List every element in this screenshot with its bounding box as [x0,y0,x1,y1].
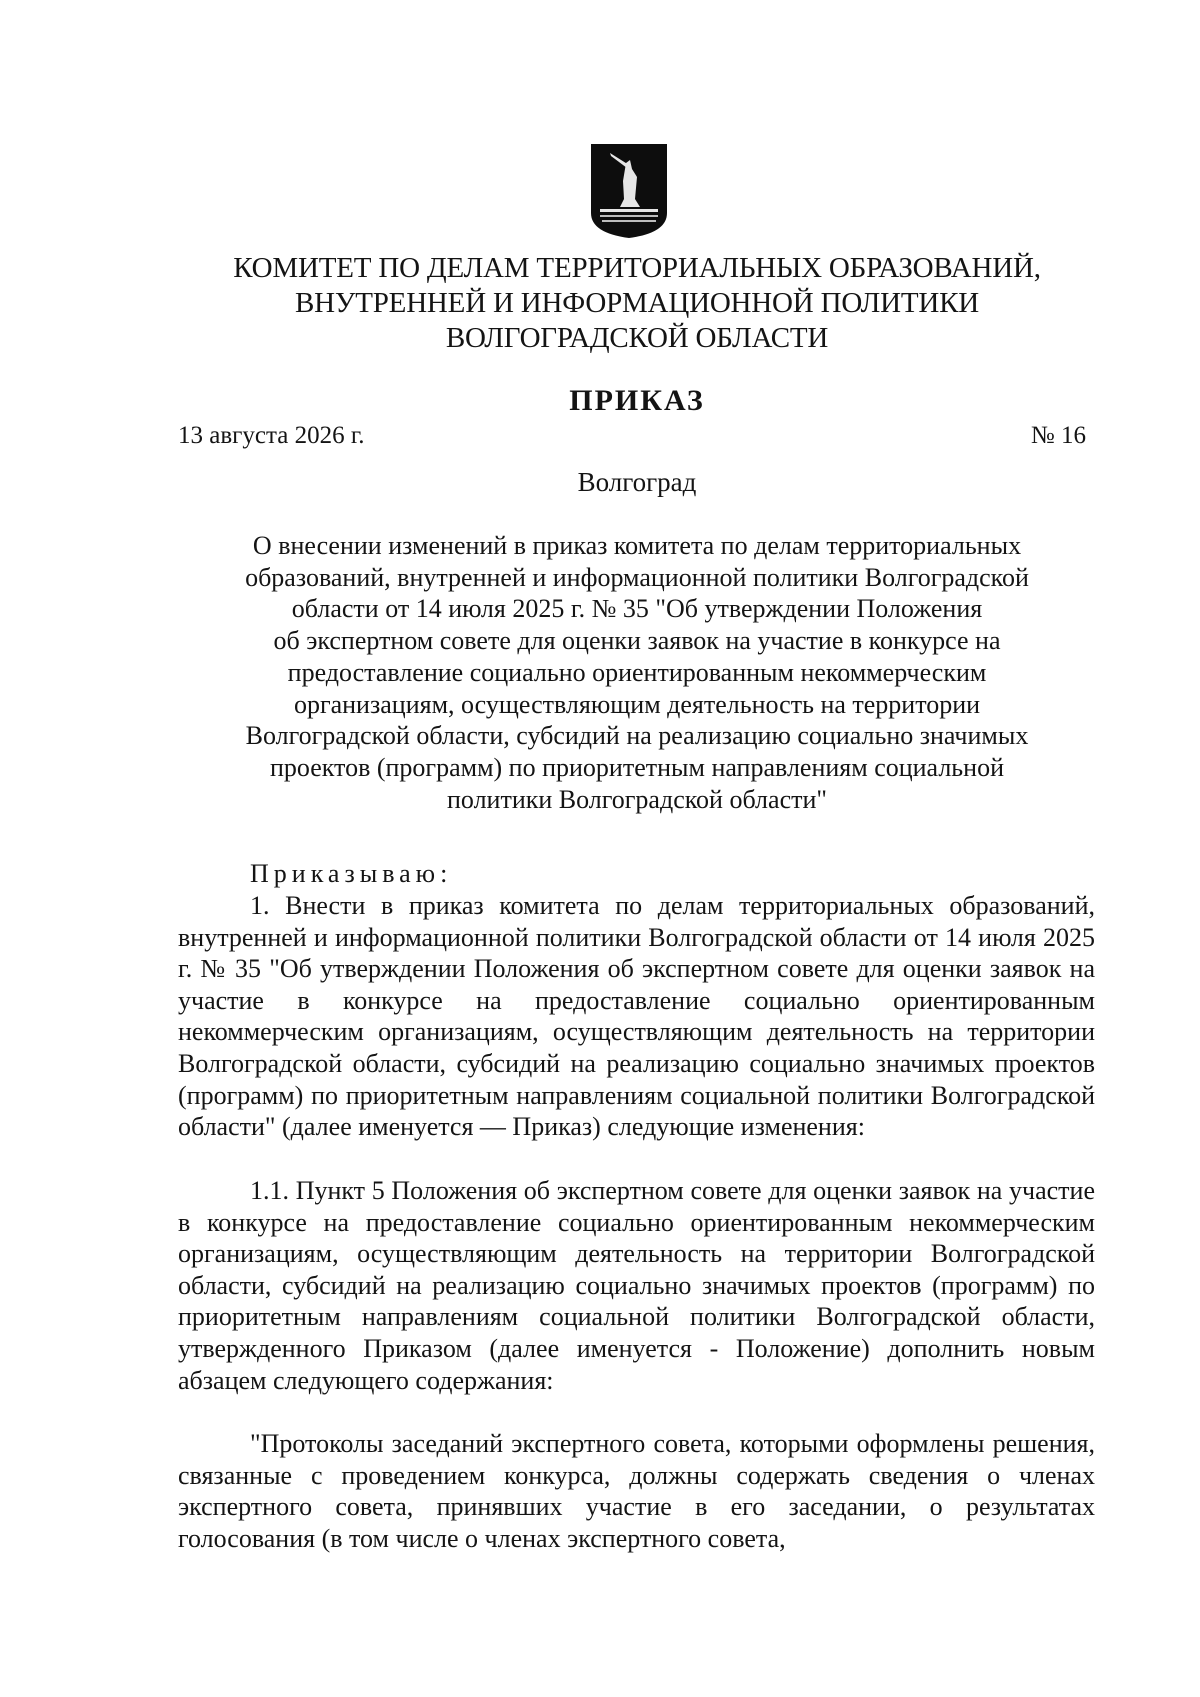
subject-line: политики Волгоградской области" [447,784,827,814]
paragraph-1-1: 1.1. Пункт 5 Положения об экспертном совете для оценки заявок на участие в конкурсе на предоставление социально ориентированным некоммерческим организациям, осуществляющим деятельность на территории Волгоградской области, субсидий на реализацию социально значимых проектов (программ) по приоритетным направлениям социальной политики Волгоградской области, утвержденного Приказом (далее именуется - Положение) дополнить новым абзацем следующего содержания: [178,1176,1095,1395]
document-date: 13 августа 2026 г. [178,422,365,449]
subject-line: организациям, осуществляющим деятельность на территории [293,689,981,719]
organization-name [150,251,1124,356]
subject-line: области от 14 июля 2025 г. № 35 "Об утверждении Положения [291,594,983,624]
subject-line: образований, внутренней и информационной политики Волгоградской [245,562,1029,592]
paragraph-1: 1. Внести в приказ комитета по делам территориальных образований, внутренней и информационной политики Волгоградской области от 14 июля 2025 г. № 35 "Об утверждении Положения об экспертном совете для оценки заявок на участие в конкурсе на предоставление социально ориентированным некоммерческим организациям, осуществляющим деятельность на территории Волгоградской области, субсидий на реализацию социально значимых проектов (программ) по приоритетным направлениям социальной политики Волгоградской области" (далее именуется — Приказ) следующие изменения: [178,891,1095,1142]
document-number: № 16 [1030,422,1086,449]
subject-line: предоставление социально ориентированным некоммерческим [287,657,987,687]
organization-name-line: ВОЛГОГРАДСКОЙ ОБЛАСТИ [445,322,829,354]
document-city: Волгоград [577,467,697,497]
subject-line: об экспертном совете для оценки заявок на участие в конкурсе на [273,626,1001,656]
subject-line: Волгоградской области, субсидий на реализацию социально значимых [245,721,1029,751]
subject-line: проектов (программ) по приоритетным направлениям социальной [269,752,1004,782]
volgograd-coat-of-arms-icon [590,143,668,239]
paragraph-quote: "Протоколы заседаний экспертного совета, которыми оформлены решения, связанные с проведением конкурса, должны содержать сведения о членах экспертного совета, принявших участие в его заседании, о результатах голосования (в том числе о членах экспертного совета, [178,1429,1095,1553]
organization-name-line: ВНУТРЕННЕЙ И ИНФОРМАЦИОННОЙ ПОЛИТИКИ [295,287,979,319]
organization-name-line: КОМИТЕТ ПО ДЕЛАМ ТЕРРИТОРИАЛЬНЫХ ОБРАЗОВАНИЙ, [233,252,1041,284]
orders-word: Приказываю: [250,859,453,888]
document-subject [150,530,1124,815]
subject-line: О внесении изменений в приказ комитета по делам территориальных [252,531,1022,560]
document-type-title: ПРИКАЗ [569,384,705,417]
